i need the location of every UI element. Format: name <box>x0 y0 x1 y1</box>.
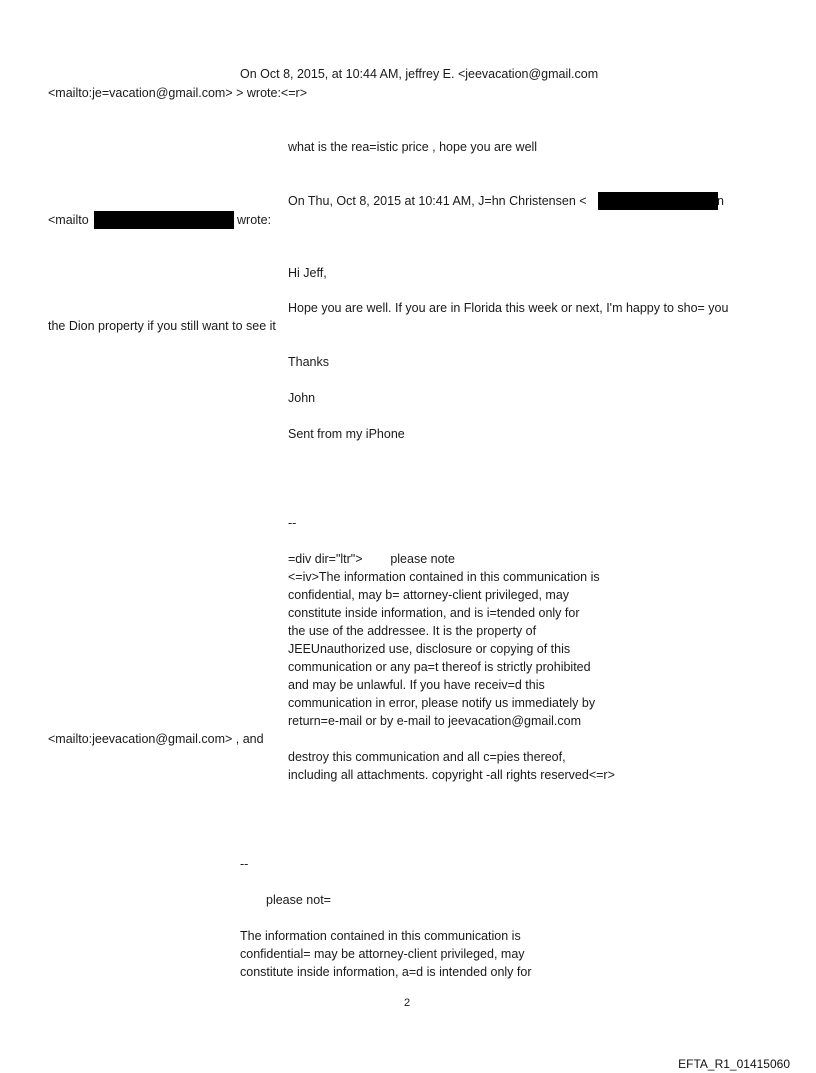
quote-header-line-2-end: wrote: <box>237 213 272 227</box>
disclaimer-line: communication in error, please notify us immediately by <box>288 696 596 710</box>
disclaimer-mailto-line: <mailto:jeevacation@gmail.com> , and <box>48 732 264 746</box>
page-number: 2 <box>404 997 411 1009</box>
message-body-line-2: the Dion property if you still want to see it <box>48 319 276 333</box>
header-line-2: <mailto:je=vacation@gmail.com> > wrote:<=r> <box>48 86 307 100</box>
header-line-1: On Oct 8, 2015, at 10:44 AM, jeffrey E. <jeevacation@gmail.com <box>240 67 599 81</box>
message-signoff-name: John <box>288 391 316 405</box>
disclaimer-line: confidential, may b= attorney-client privileged, may <box>288 588 570 602</box>
message-body-line-1: Hope you are well. If you are in Florida this week or next, I'm happy to sho= you <box>288 301 729 315</box>
disclaimer-line: communication or any pa=t thereof is strictly prohibited <box>288 660 591 674</box>
disclaimer-line: constitute inside information, and is i=tended only for <box>288 606 580 620</box>
quote-header-line-2-start: <mailto <box>48 213 89 227</box>
signature-please-note: please not= <box>266 893 331 907</box>
disclaimer-line: including all attachments. copyright -all rights reserved<=r> <box>288 768 615 782</box>
message-sent-from: Sent from my iPhone <box>288 427 405 441</box>
disclaimer-line: destroy this communication and all c=pies thereof, <box>288 750 566 764</box>
signature-separator: -- <box>288 516 297 530</box>
disclaimer-line: confidential= may be attorney-client privileged, may <box>240 947 525 961</box>
disclaimer-line: <=iv>The information contained in this communication is <box>288 570 600 584</box>
signature-separator: -- <box>240 857 249 871</box>
reply-text: what is the rea=istic price , hope you are well <box>288 140 538 154</box>
disclaimer-line: the use of the addressee. It is the property of <box>288 624 537 638</box>
message-thanks: Thanks <box>288 355 329 369</box>
disclaimer-line: The information contained in this communication is <box>240 929 521 943</box>
redaction-box <box>94 211 234 229</box>
redaction-box <box>598 192 718 210</box>
disclaimer-line: JEEUnauthorized use, disclosure or copying of this <box>288 642 571 656</box>
bates-number: EFTA_R1_01415060 <box>678 1057 790 1071</box>
quote-header-line-1: On Thu, Oct 8, 2015 at 10:41 AM, J=hn Christensen < <box>288 194 587 208</box>
disclaimer-line: and may be unlawful. If you have receiv=d this <box>288 678 545 692</box>
message-greeting: Hi Jeff, <box>288 266 327 280</box>
quote-header-line-1-tail: n <box>717 194 724 208</box>
disclaimer-line: return=e-mail or by e-mail to jeevacation@gmail.com <box>288 714 582 728</box>
signature-div-line: =div dir="ltr"> please note <box>288 552 455 566</box>
disclaimer-line: constitute inside information, a=d is intended only for <box>240 965 532 979</box>
